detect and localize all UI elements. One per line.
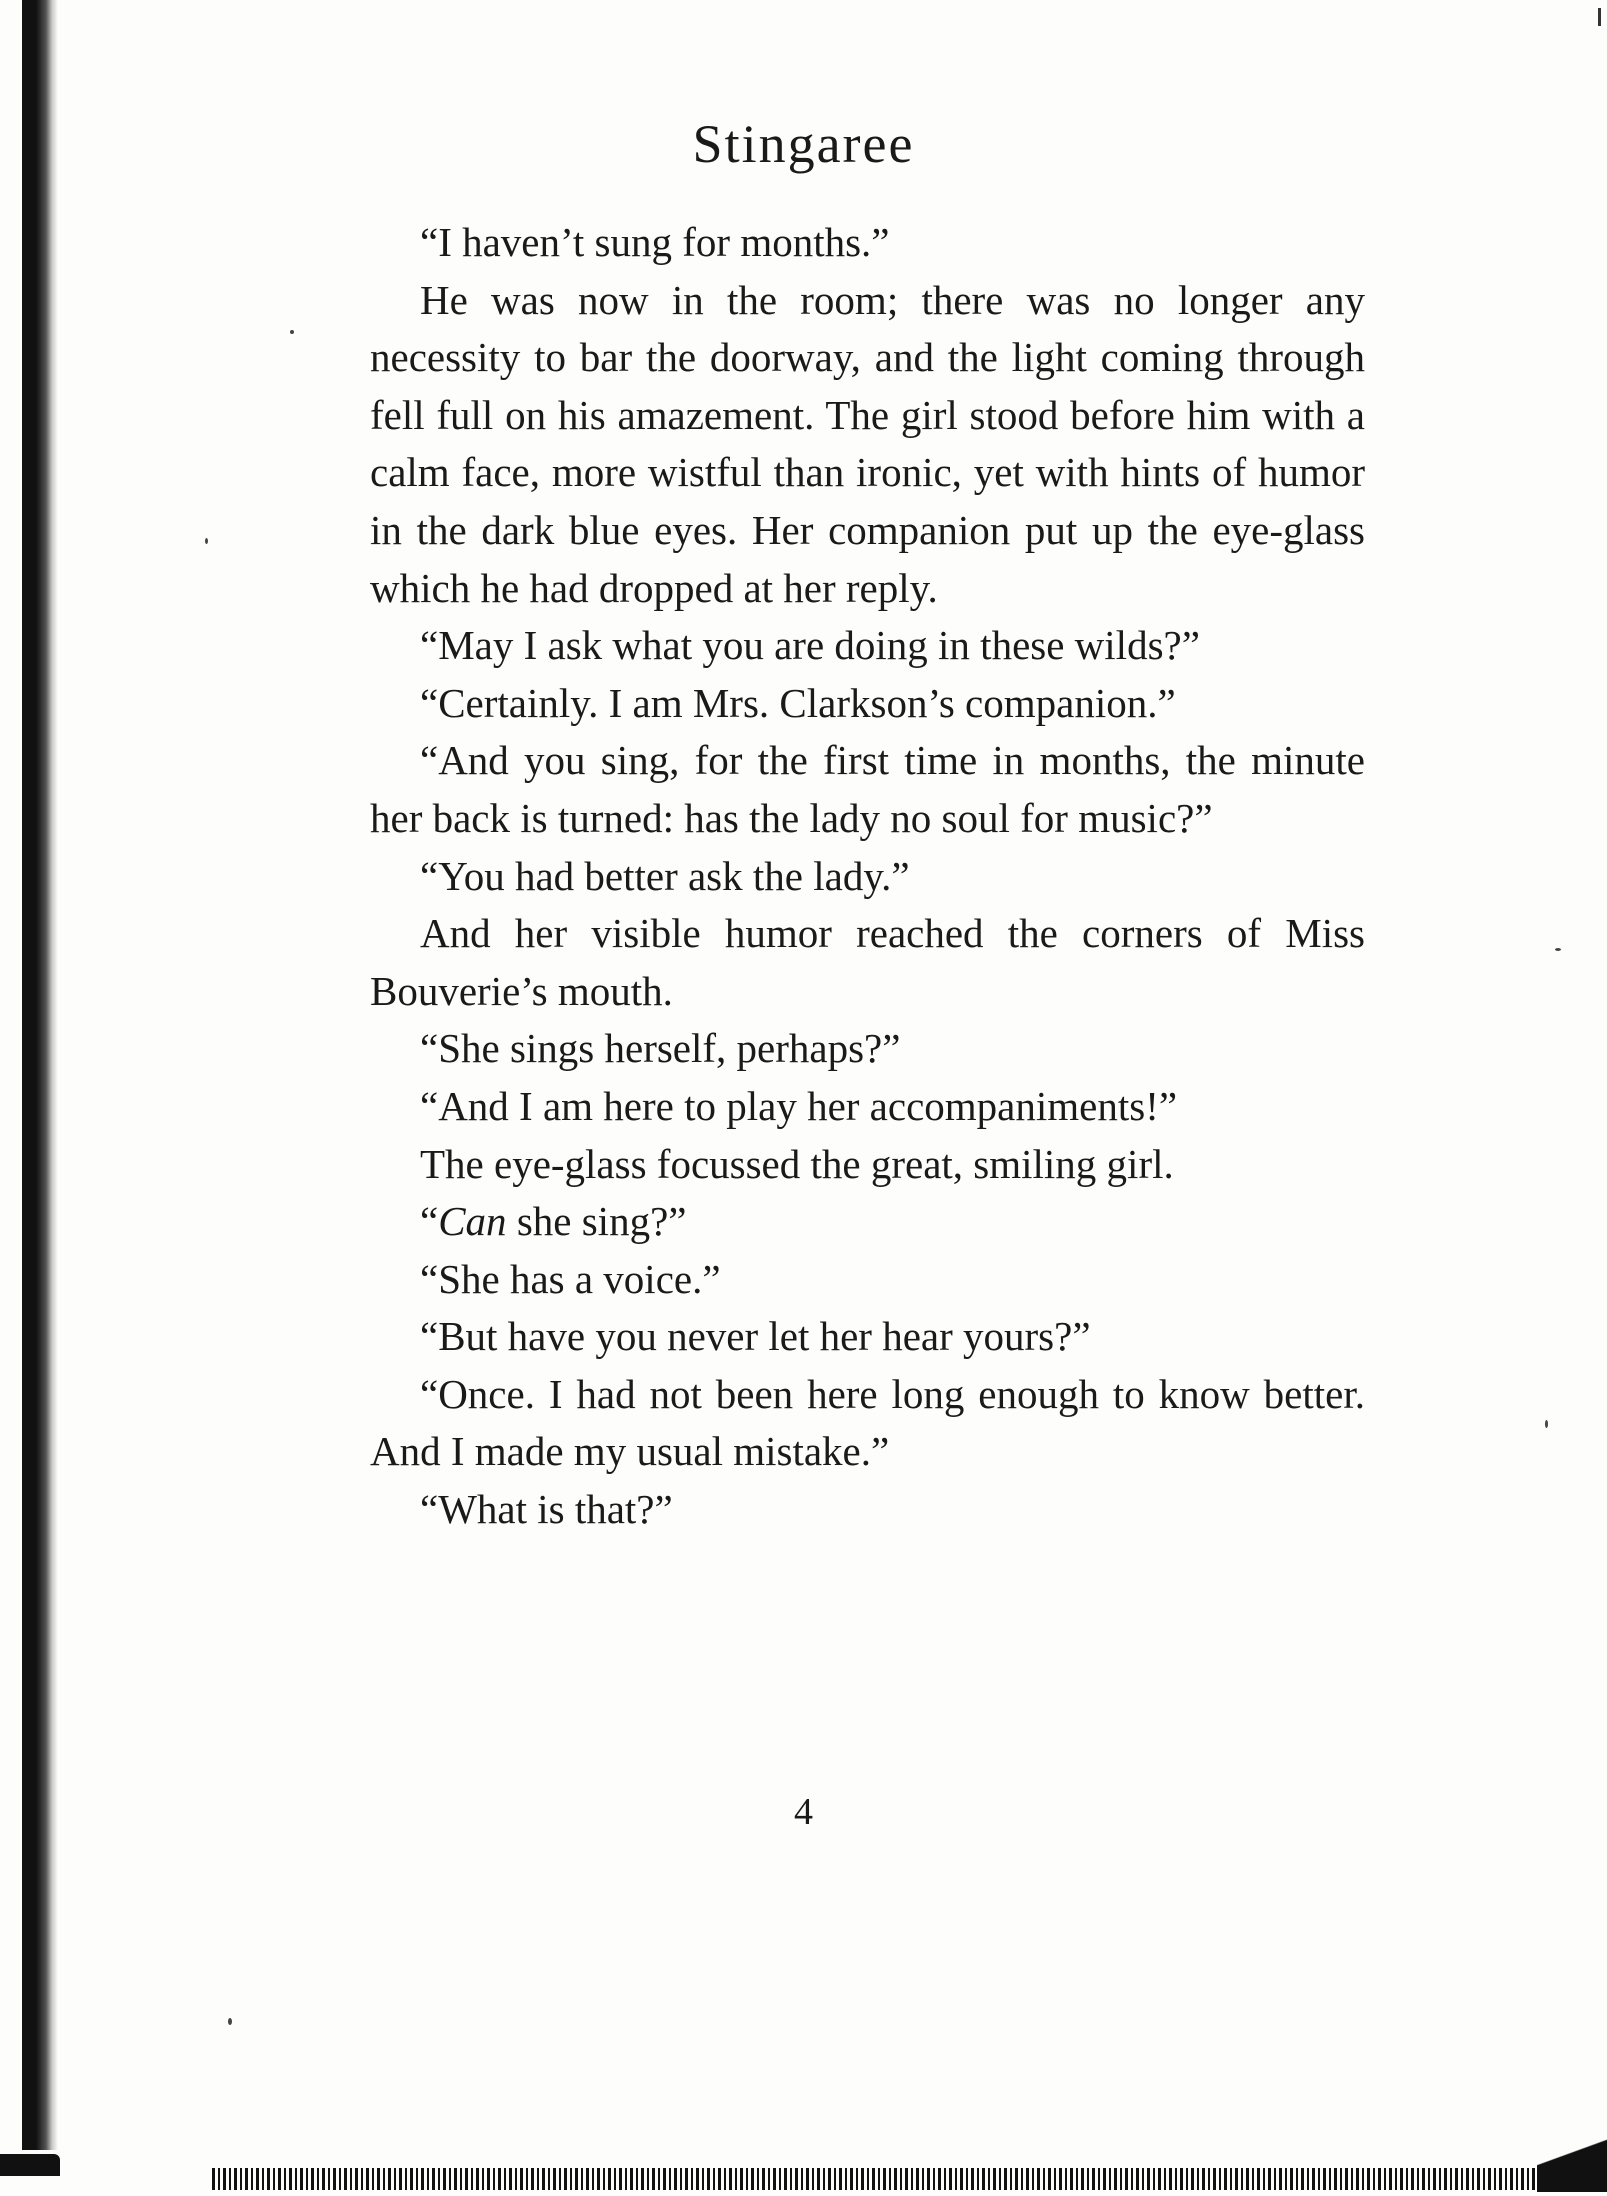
bottom-scan-strip: [212, 2168, 1547, 2190]
paragraph: “And I am here to play her accompaniments!”: [420, 1082, 1178, 1129]
paragraph: “And you sing, for the first time in months, the minute her back is turned: has the lady no soul for music?”: [370, 737, 1365, 841]
running-head: Stingaree: [692, 114, 915, 174]
paragraph: “She sings herself, perhaps?”: [420, 1025, 901, 1072]
paragraph-italic: [370, 1193, 1365, 1251]
scan-speck: [290, 330, 294, 334]
italic-word: Can: [438, 1198, 507, 1245]
paragraph: “What is that?”: [420, 1486, 673, 1533]
scan-speck: [228, 2018, 232, 2025]
paragraph: “Once. I had not been here long enough to know better. And I made my usual mistake.”: [370, 1370, 1365, 1475]
corner-shadow: [1537, 2100, 1607, 2192]
scan-speck: [205, 538, 208, 544]
paragraph: The eye-glass focussed the great, smiling girl.: [420, 1140, 1174, 1187]
binding-foot: [0, 2154, 60, 2176]
scan-mark: [1598, 8, 1601, 26]
paragraph: “May I ask what you are doing in these wilds?”: [420, 622, 1200, 669]
body-text: [370, 214, 1365, 1539]
paragraph: “But have you never let her hear yours?”: [420, 1313, 1091, 1360]
paragraph: He was now in the room; there was no longer any necessity to bar the doorway, and the light coming through fell full on his amazement. The girl stood before him with a calm face, more wistful than ironic, yet with hints of humor in the dark blue eyes. Her companion put up the eye-glass which he had dropped at her reply.: [370, 276, 1365, 611]
page-number: 4: [794, 1791, 813, 1833]
paragraph: And her visible humor reached the corners of Miss Bouverie’s mouth.: [370, 910, 1365, 1014]
paragraph-rest: she sing?”: [506, 1198, 687, 1245]
scan-speck: [1545, 1420, 1548, 1428]
scan-speck: [1555, 948, 1561, 951]
paragraph: “Certainly. I am Mrs. Clarkson’s companion.”: [420, 679, 1176, 726]
open-quote: “: [420, 1198, 439, 1245]
paragraph: “She has a voice.”: [420, 1255, 721, 1302]
paragraph: “I haven’t sung for months.”: [420, 219, 890, 265]
paragraph: “You had better ask the lady.”: [420, 852, 910, 899]
